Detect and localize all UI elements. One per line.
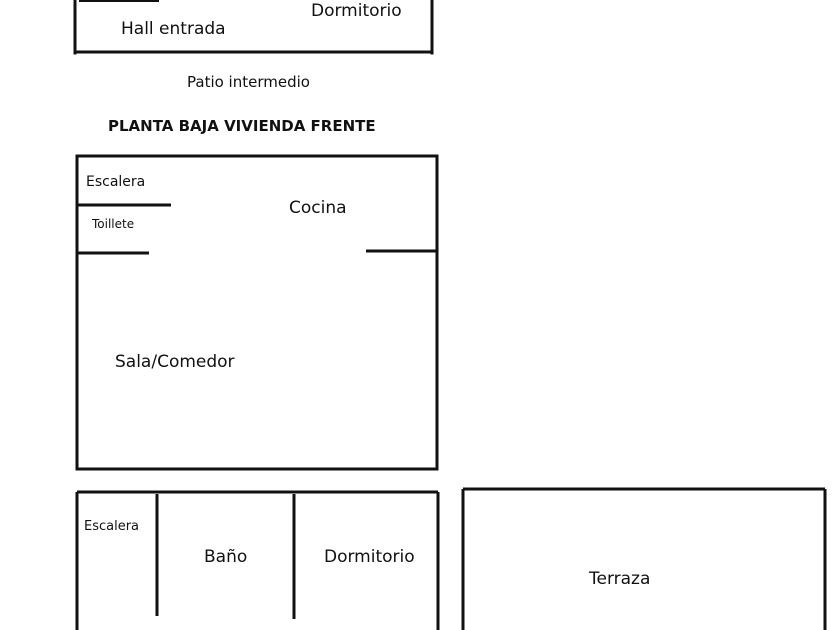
ground-plan-outline: [77, 156, 437, 469]
room-label-toillete: Toillete: [92, 217, 135, 231]
room-label-lower-dormitorio: Dormitorio: [324, 547, 415, 567]
section-title: PLANTA BAJA VIVIENDA FRENTE: [108, 117, 376, 135]
room-label-cocina: Cocina: [289, 198, 347, 218]
room-label-bano: Baño: [204, 547, 248, 567]
room-label-hall-entrada: Hall entrada: [121, 19, 226, 39]
terraza-walls: [463, 489, 825, 630]
room-label-terraza: Terraza: [589, 569, 651, 589]
room-label-escalera: Escalera: [86, 174, 146, 190]
room-label-lower-escalera: Escalera: [84, 519, 140, 534]
ground-plan-walls: [77, 156, 437, 469]
patio-intermedio-label: Patio intermedio: [187, 73, 310, 91]
room-label-sala-comedor: Sala/Comedor: [115, 352, 235, 372]
room-label-top-dormitorio: Dormitorio: [311, 1, 402, 21]
